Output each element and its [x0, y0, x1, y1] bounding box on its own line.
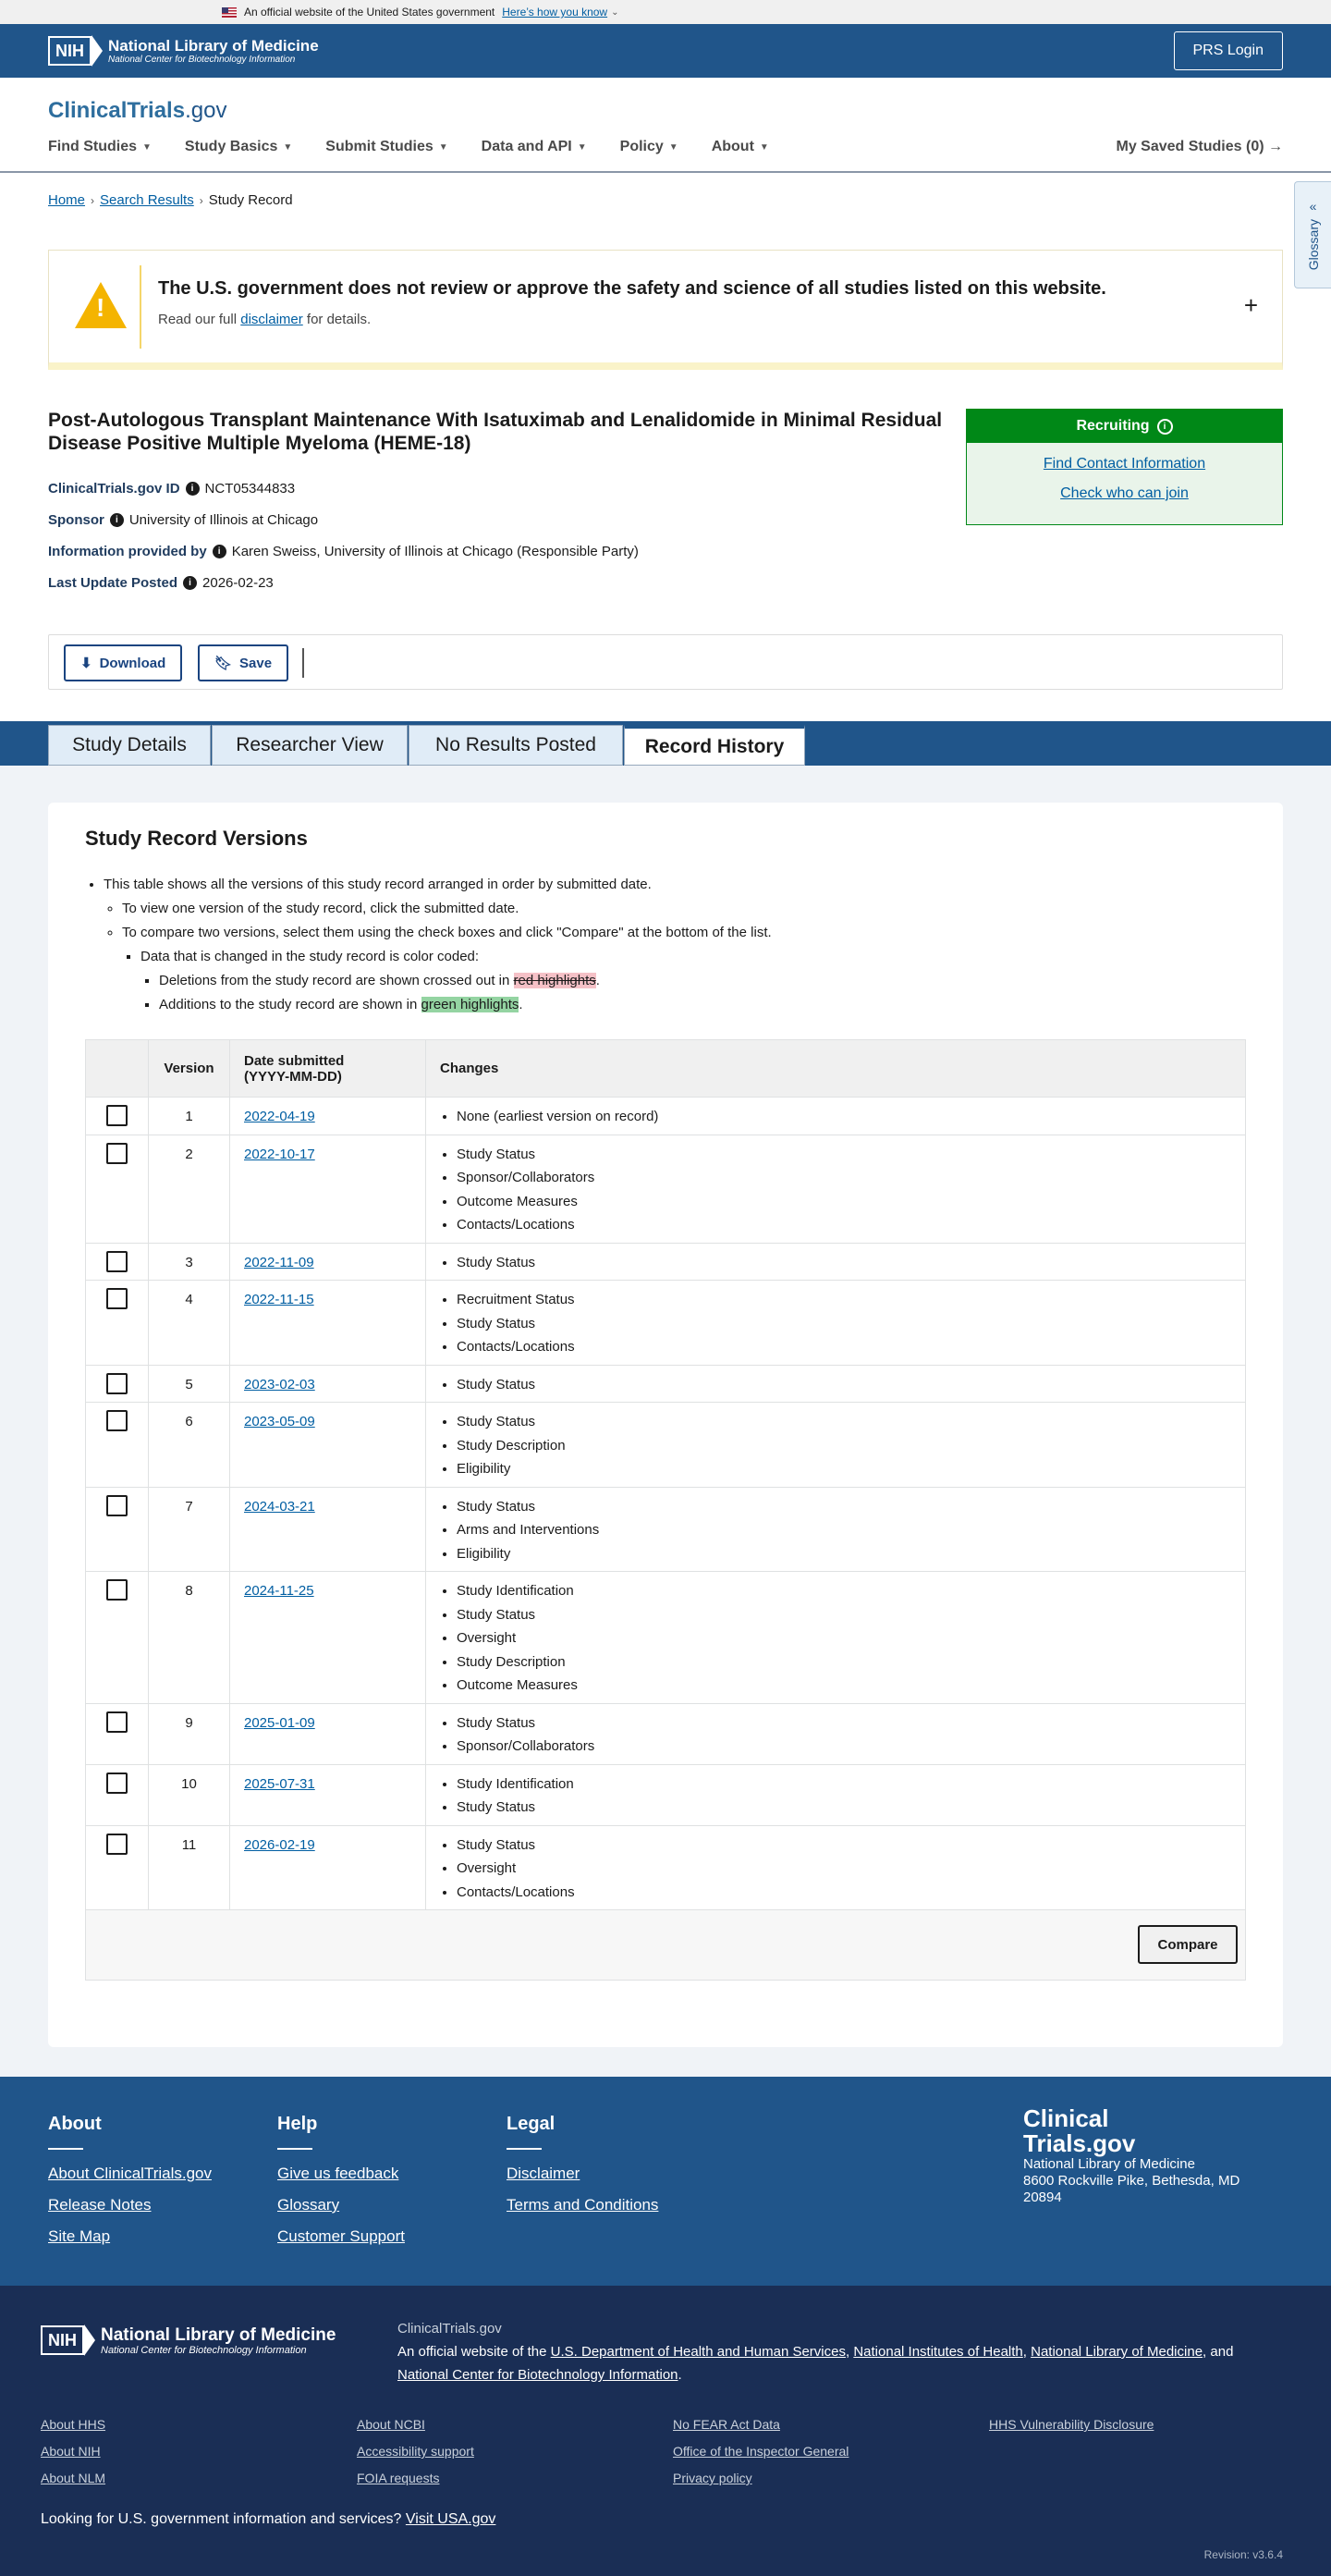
- version-changes: [426, 1572, 1246, 1704]
- table-row: [86, 1281, 1246, 1366]
- clinicaltrials-logo[interactable]: ClinicalTrials.gov: [48, 98, 227, 123]
- chevron-right-icon: ›: [199, 193, 203, 207]
- footer-link[interactable]: Glossary: [277, 2196, 340, 2214]
- footer-link[interactable]: FOIA requests: [357, 2471, 440, 2485]
- footer-link[interactable]: Disclaimer: [507, 2165, 580, 2182]
- double-chevron-left-icon: «: [1309, 199, 1317, 215]
- disclaimer-text: Read our full disclaimer for details.: [158, 312, 372, 327]
- nih-arrow-icon: [84, 2325, 95, 2356]
- version-changes: [426, 1365, 1246, 1403]
- version-checkbox[interactable]: [106, 1410, 128, 1431]
- disclaimer-title: The U.S. government does not review or approve the safety and science of all studies listed on this website.: [158, 278, 1106, 299]
- version-checkbox[interactable]: [106, 1495, 128, 1516]
- table-row: [86, 1487, 1246, 1572]
- breadcrumb: [48, 192, 293, 208]
- chevron-down-icon: ⌄: [611, 6, 619, 18]
- version-changes: [426, 1764, 1246, 1825]
- nlm-subtitle: National Center for Biotechnology Information: [108, 54, 296, 65]
- breadcrumb-home[interactable]: Home: [48, 192, 86, 208]
- version-number: 2: [149, 1135, 230, 1243]
- table-footer: [86, 1910, 1246, 1981]
- version-changes: [426, 1403, 1246, 1488]
- chevron-down-icon: ▼: [577, 141, 587, 153]
- change-item: • Study Status: [457, 1373, 1231, 1397]
- change-item: • Study Status: [457, 1796, 1231, 1820]
- footer-link[interactable]: About NLM: [41, 2471, 106, 2485]
- col-select: [86, 1040, 149, 1098]
- version-date-link[interactable]: 2023-02-03: [244, 1376, 315, 1392]
- last-update-row: Last Update Posted i 2026-02-23: [48, 575, 274, 591]
- version-date-link[interactable]: 2022-10-17: [244, 1146, 315, 1162]
- hhs-link[interactable]: U.S. Department of Health and Human Services: [550, 2344, 846, 2360]
- agency-footer: [0, 2286, 1331, 2576]
- footer-help: Help Give us feedback Glossary Customer Support: [277, 2114, 405, 2245]
- info-icon[interactable]: i: [183, 576, 197, 590]
- version-number: 1: [149, 1098, 230, 1135]
- tab-record-history[interactable]: Record History: [624, 725, 805, 766]
- recruiting-status-box: [966, 409, 1283, 525]
- version-changes: [426, 1703, 1246, 1764]
- info-icon[interactable]: i: [186, 482, 200, 496]
- change-item: • Contacts/Locations: [457, 1213, 1231, 1237]
- table-row: [86, 1572, 1246, 1704]
- table-row: [86, 1135, 1246, 1243]
- version-date-link[interactable]: 2024-11-25: [244, 1583, 314, 1599]
- footer-legal: Legal Disclaimer Terms and Conditions: [507, 2114, 659, 2214]
- us-flag-icon: [222, 7, 237, 18]
- nav-data-api[interactable]: Data and API ▼: [481, 139, 587, 154]
- version-changes: [426, 1281, 1246, 1366]
- col-version: Version: [149, 1040, 230, 1098]
- status-badge: Recruiting i: [967, 410, 1282, 443]
- table-row: [86, 1365, 1246, 1403]
- main-nav: [48, 139, 769, 155]
- action-bar: [48, 634, 1283, 690]
- change-item: • Study Identification: [457, 1579, 1231, 1603]
- green-highlight-sample: green highlights: [421, 997, 519, 1012]
- footer-link[interactable]: Give us feedback: [277, 2165, 399, 2182]
- versions-table: [85, 1039, 1246, 1981]
- version-number: 7: [149, 1487, 230, 1572]
- info-icon[interactable]: i: [110, 513, 124, 527]
- version-checkbox[interactable]: [106, 1143, 128, 1164]
- heres-how-you-know-link[interactable]: Here’s how you know: [502, 6, 608, 18]
- nlm-title: National Library of Medicine: [108, 36, 319, 55]
- footer-address: National Library of Medicine 8600 Rockville Pike, Bethesda, MD 20894: [1023, 2156, 1240, 2205]
- nav-find-studies[interactable]: Find Studies ▼: [48, 139, 152, 154]
- official-statement: ClinicalTrials.gov An official website of the U.S. Department of Health and Human Services, National Institutes of Health, National Library of Medicine, and National Center for Biotechnology Information.: [397, 2321, 1234, 2383]
- version-changes: [426, 1135, 1246, 1243]
- version-date-link[interactable]: 2022-04-19: [244, 1109, 315, 1124]
- find-contact-link[interactable]: Find Contact Information: [1043, 456, 1206, 472]
- tab-researcher-view[interactable]: Researcher View: [212, 725, 408, 766]
- save-button[interactable]: 🔖︎ Save: [198, 644, 288, 681]
- site-footer: [0, 2077, 1331, 2286]
- version-changes: [426, 1098, 1246, 1135]
- change-item: • Study Status: [457, 1711, 1231, 1736]
- red-highlight-sample: red highlights: [513, 973, 596, 988]
- change-item: • Eligibility: [457, 1457, 1231, 1481]
- footer-links-col3: [673, 2411, 849, 2492]
- version-date-link[interactable]: 2023-05-09: [244, 1414, 315, 1429]
- table-row: [86, 1403, 1246, 1488]
- warning-icon: [75, 282, 127, 328]
- change-item: • Study Status: [457, 1312, 1231, 1336]
- version-date-link[interactable]: 2025-07-31: [244, 1775, 315, 1792]
- col-changes: Changes: [426, 1040, 1246, 1098]
- footer-link[interactable]: Office of the Inspector General: [673, 2444, 849, 2459]
- provided-by-row: Information provided by i Karen Sweiss, University of Illinois at Chicago (Responsible Party): [48, 544, 639, 559]
- version-date-link[interactable]: 2026-02-19: [244, 1836, 315, 1853]
- change-item: • Study Status: [457, 1410, 1231, 1434]
- divider: [302, 648, 304, 678]
- change-item: • Eligibility: [457, 1542, 1231, 1566]
- table-row: [86, 1703, 1246, 1764]
- footer-about: About About ClinicalTrials.gov Release Notes Site Map: [48, 2114, 212, 2245]
- download-icon: ⬇: [80, 656, 92, 671]
- versions-title: Study Record Versions: [85, 827, 308, 850]
- change-item: • Study Identification: [457, 1773, 1231, 1797]
- nav-policy[interactable]: Policy ▼: [619, 139, 678, 154]
- change-item: • Study Description: [457, 1434, 1231, 1458]
- nav-study-basics[interactable]: Study Basics ▼: [184, 139, 293, 154]
- change-item: • Recruitment Status: [457, 1288, 1231, 1312]
- expand-plus-icon[interactable]: +: [1243, 291, 1258, 319]
- versions-card: [48, 803, 1283, 2047]
- footer-link[interactable]: Accessibility support: [357, 2444, 474, 2459]
- footer-link[interactable]: Customer Support: [277, 2227, 405, 2245]
- site-header: [0, 78, 1331, 173]
- version-changes: [426, 1487, 1246, 1572]
- version-number: 3: [149, 1243, 230, 1281]
- change-item: • Contacts/Locations: [457, 1335, 1231, 1359]
- version-date-link[interactable]: 2025-01-09: [244, 1714, 315, 1731]
- footer-ct-logo[interactable]: Clinical Trials.gov: [1023, 2104, 1136, 2157]
- change-item: • Outcome Measures: [457, 1190, 1231, 1214]
- nlm-footer-logo[interactable]: NIH National Library of Medicine National Center for Biotechnology Information: [41, 2325, 336, 2356]
- download-button[interactable]: ⬇ Download: [64, 644, 182, 681]
- usa-gov-link[interactable]: Visit USA.gov: [405, 2511, 496, 2527]
- footer-link[interactable]: Site Map: [48, 2227, 111, 2245]
- change-item: • Oversight: [457, 1857, 1231, 1881]
- nlm-link[interactable]: National Library of Medicine: [1031, 2344, 1203, 2360]
- nav-submit-studies[interactable]: Submit Studies ▼: [325, 139, 448, 154]
- footer-link[interactable]: About NIH: [41, 2444, 101, 2459]
- change-item: • Outcome Measures: [457, 1674, 1231, 1698]
- chevron-down-icon: ▼: [142, 141, 152, 153]
- footer-link[interactable]: Privacy policy: [673, 2471, 752, 2485]
- chevron-down-icon: ▼: [759, 141, 769, 153]
- breadcrumb-search-results[interactable]: Search Results: [100, 192, 194, 208]
- change-item: • Study Status: [457, 1143, 1231, 1167]
- change-item: • Study Description: [457, 1650, 1231, 1674]
- prs-login-button[interactable]: PRS Login: [1174, 31, 1284, 70]
- tab-study-details[interactable]: Study Details: [48, 725, 211, 766]
- version-number: 8: [149, 1572, 230, 1704]
- change-item: • Contacts/Locations: [457, 1881, 1231, 1905]
- version-number: 9: [149, 1703, 230, 1764]
- version-number: 10: [149, 1764, 230, 1825]
- version-checkbox[interactable]: [106, 1251, 128, 1272]
- version-date-link[interactable]: 2022-11-09: [244, 1254, 314, 1270]
- change-item: • Sponsor/Collaborators: [457, 1735, 1231, 1759]
- change-item: • Study Status: [457, 1834, 1231, 1858]
- version-number: 5: [149, 1365, 230, 1403]
- nih-logo-icon: NIH: [48, 36, 92, 66]
- footer-link[interactable]: Terms and Conditions: [507, 2196, 659, 2214]
- tab-no-results-posted[interactable]: No Results Posted: [409, 725, 623, 766]
- footer-link[interactable]: No FEAR Act Data: [673, 2417, 780, 2432]
- info-icon[interactable]: i: [1157, 419, 1173, 435]
- footer-link[interactable]: About HHS: [41, 2417, 106, 2432]
- change-item: • Study Status: [457, 1603, 1231, 1627]
- arrow-right-icon: →: [1268, 139, 1283, 154]
- disclaimer-link[interactable]: disclaimer: [240, 312, 303, 327]
- footer-link[interactable]: HHS Vulnerability Disclosure: [989, 2417, 1154, 2432]
- version-checkbox[interactable]: [106, 1288, 128, 1309]
- version-number: 11: [149, 1825, 230, 1910]
- sponsor-row: Sponsor i University of Illinois at Chicago: [48, 512, 319, 528]
- version-number: 6: [149, 1403, 230, 1488]
- change-item: • Study Status: [457, 1251, 1231, 1275]
- version-changes: [426, 1243, 1246, 1281]
- chevron-right-icon: ›: [91, 193, 95, 207]
- table-row: [86, 1243, 1246, 1281]
- study-title: Post-Autologous Transplant Maintenance With Isatuximab and Lenalidomide in Minimal Residual Disease Positive Multiple Myeloma (HEME-18): [48, 410, 943, 454]
- divider: [140, 265, 141, 349]
- chevron-down-icon: ▼: [283, 141, 293, 153]
- compare-button[interactable]: Compare: [1138, 1925, 1238, 1964]
- disclaimer-alert: [48, 250, 1283, 370]
- footer-links-col4: [989, 2411, 1154, 2438]
- nav-about[interactable]: About ▼: [711, 139, 769, 154]
- footer-links-col2: [357, 2411, 474, 2492]
- version-changes: [426, 1825, 1246, 1910]
- breadcrumb-current: Study Record: [208, 192, 293, 208]
- footer-link[interactable]: About NCBI: [357, 2417, 425, 2432]
- footer-link[interactable]: About ClinicalTrials.gov: [48, 2165, 212, 2182]
- chevron-down-icon: ▼: [668, 141, 678, 153]
- change-item: • Arms and Interventions: [457, 1518, 1231, 1542]
- nih-link[interactable]: National Institutes of Health: [853, 2344, 1023, 2360]
- version-checkbox[interactable]: [106, 1711, 128, 1733]
- change-item: • Oversight: [457, 1626, 1231, 1650]
- version-checkbox[interactable]: [106, 1834, 128, 1855]
- glossary-tab[interactable]: [1294, 181, 1331, 288]
- saved-studies-link[interactable]: My Saved Studies (0) →: [1116, 139, 1283, 154]
- nih-arrow-icon: [92, 35, 103, 67]
- usa-gov-line: Looking for U.S. government information and services? Visit USA.gov: [41, 2511, 496, 2527]
- change-item: • Study Status: [457, 1495, 1231, 1519]
- bookmark-icon: 🔖︎: [214, 656, 233, 671]
- col-date: Date submitted (YYYY-MM-DD): [230, 1040, 426, 1098]
- gov-banner-text: An official website of the United States government: [244, 6, 495, 18]
- tabs-bar: [0, 721, 1331, 766]
- study-id-row: ClinicalTrials.gov ID i NCT05344833: [48, 481, 296, 497]
- version-checkbox[interactable]: [106, 1579, 128, 1601]
- footer-link[interactable]: Release Notes: [48, 2196, 152, 2214]
- table-row: [86, 1825, 1246, 1910]
- change-item: • None (earliest version on record): [457, 1105, 1231, 1129]
- nlm-bar: [0, 24, 1331, 78]
- check-eligibility-link[interactable]: Check who can join: [1060, 485, 1189, 501]
- nih-logo-icon: NIH: [41, 2325, 84, 2355]
- version-date-link[interactable]: 2024-03-21: [244, 1498, 315, 1515]
- chevron-down-icon: ▼: [438, 141, 448, 153]
- version-checkbox[interactable]: [106, 1773, 128, 1794]
- ncbi-link[interactable]: National Center for Biotechnology Information: [397, 2367, 678, 2383]
- version-date-link[interactable]: 2022-11-15: [244, 1292, 314, 1307]
- footer-links-col1: [41, 2411, 105, 2492]
- table-row: [86, 1098, 1246, 1135]
- version-checkbox[interactable]: [106, 1373, 128, 1394]
- info-icon[interactable]: i: [213, 545, 226, 558]
- table-row: [86, 1764, 1246, 1825]
- glossary-label: Glossary: [1305, 219, 1321, 271]
- gov-banner: [0, 0, 1331, 24]
- change-item: • Sponsor/Collaborators: [457, 1166, 1231, 1190]
- version-number: 4: [149, 1281, 230, 1366]
- revision-text: Revision: v3.6.4: [1203, 2548, 1283, 2561]
- nlm-logo[interactable]: [48, 35, 319, 67]
- version-checkbox[interactable]: [106, 1105, 128, 1126]
- versions-intro: • This table shows all the versions of this study record arranged in order by submitted date. ◦ To view one version of the study record, click the submitted date. ◦ To compare two versions, select them using the check boxes and click "Compare" at the bottom of the list. ▪ Data that is changed in the study record is color coded: ▪ Deletions from the study record are shown crossed out in red highlights. ▪ Additions to the study record are shown in green highlights.: [85, 873, 772, 1017]
